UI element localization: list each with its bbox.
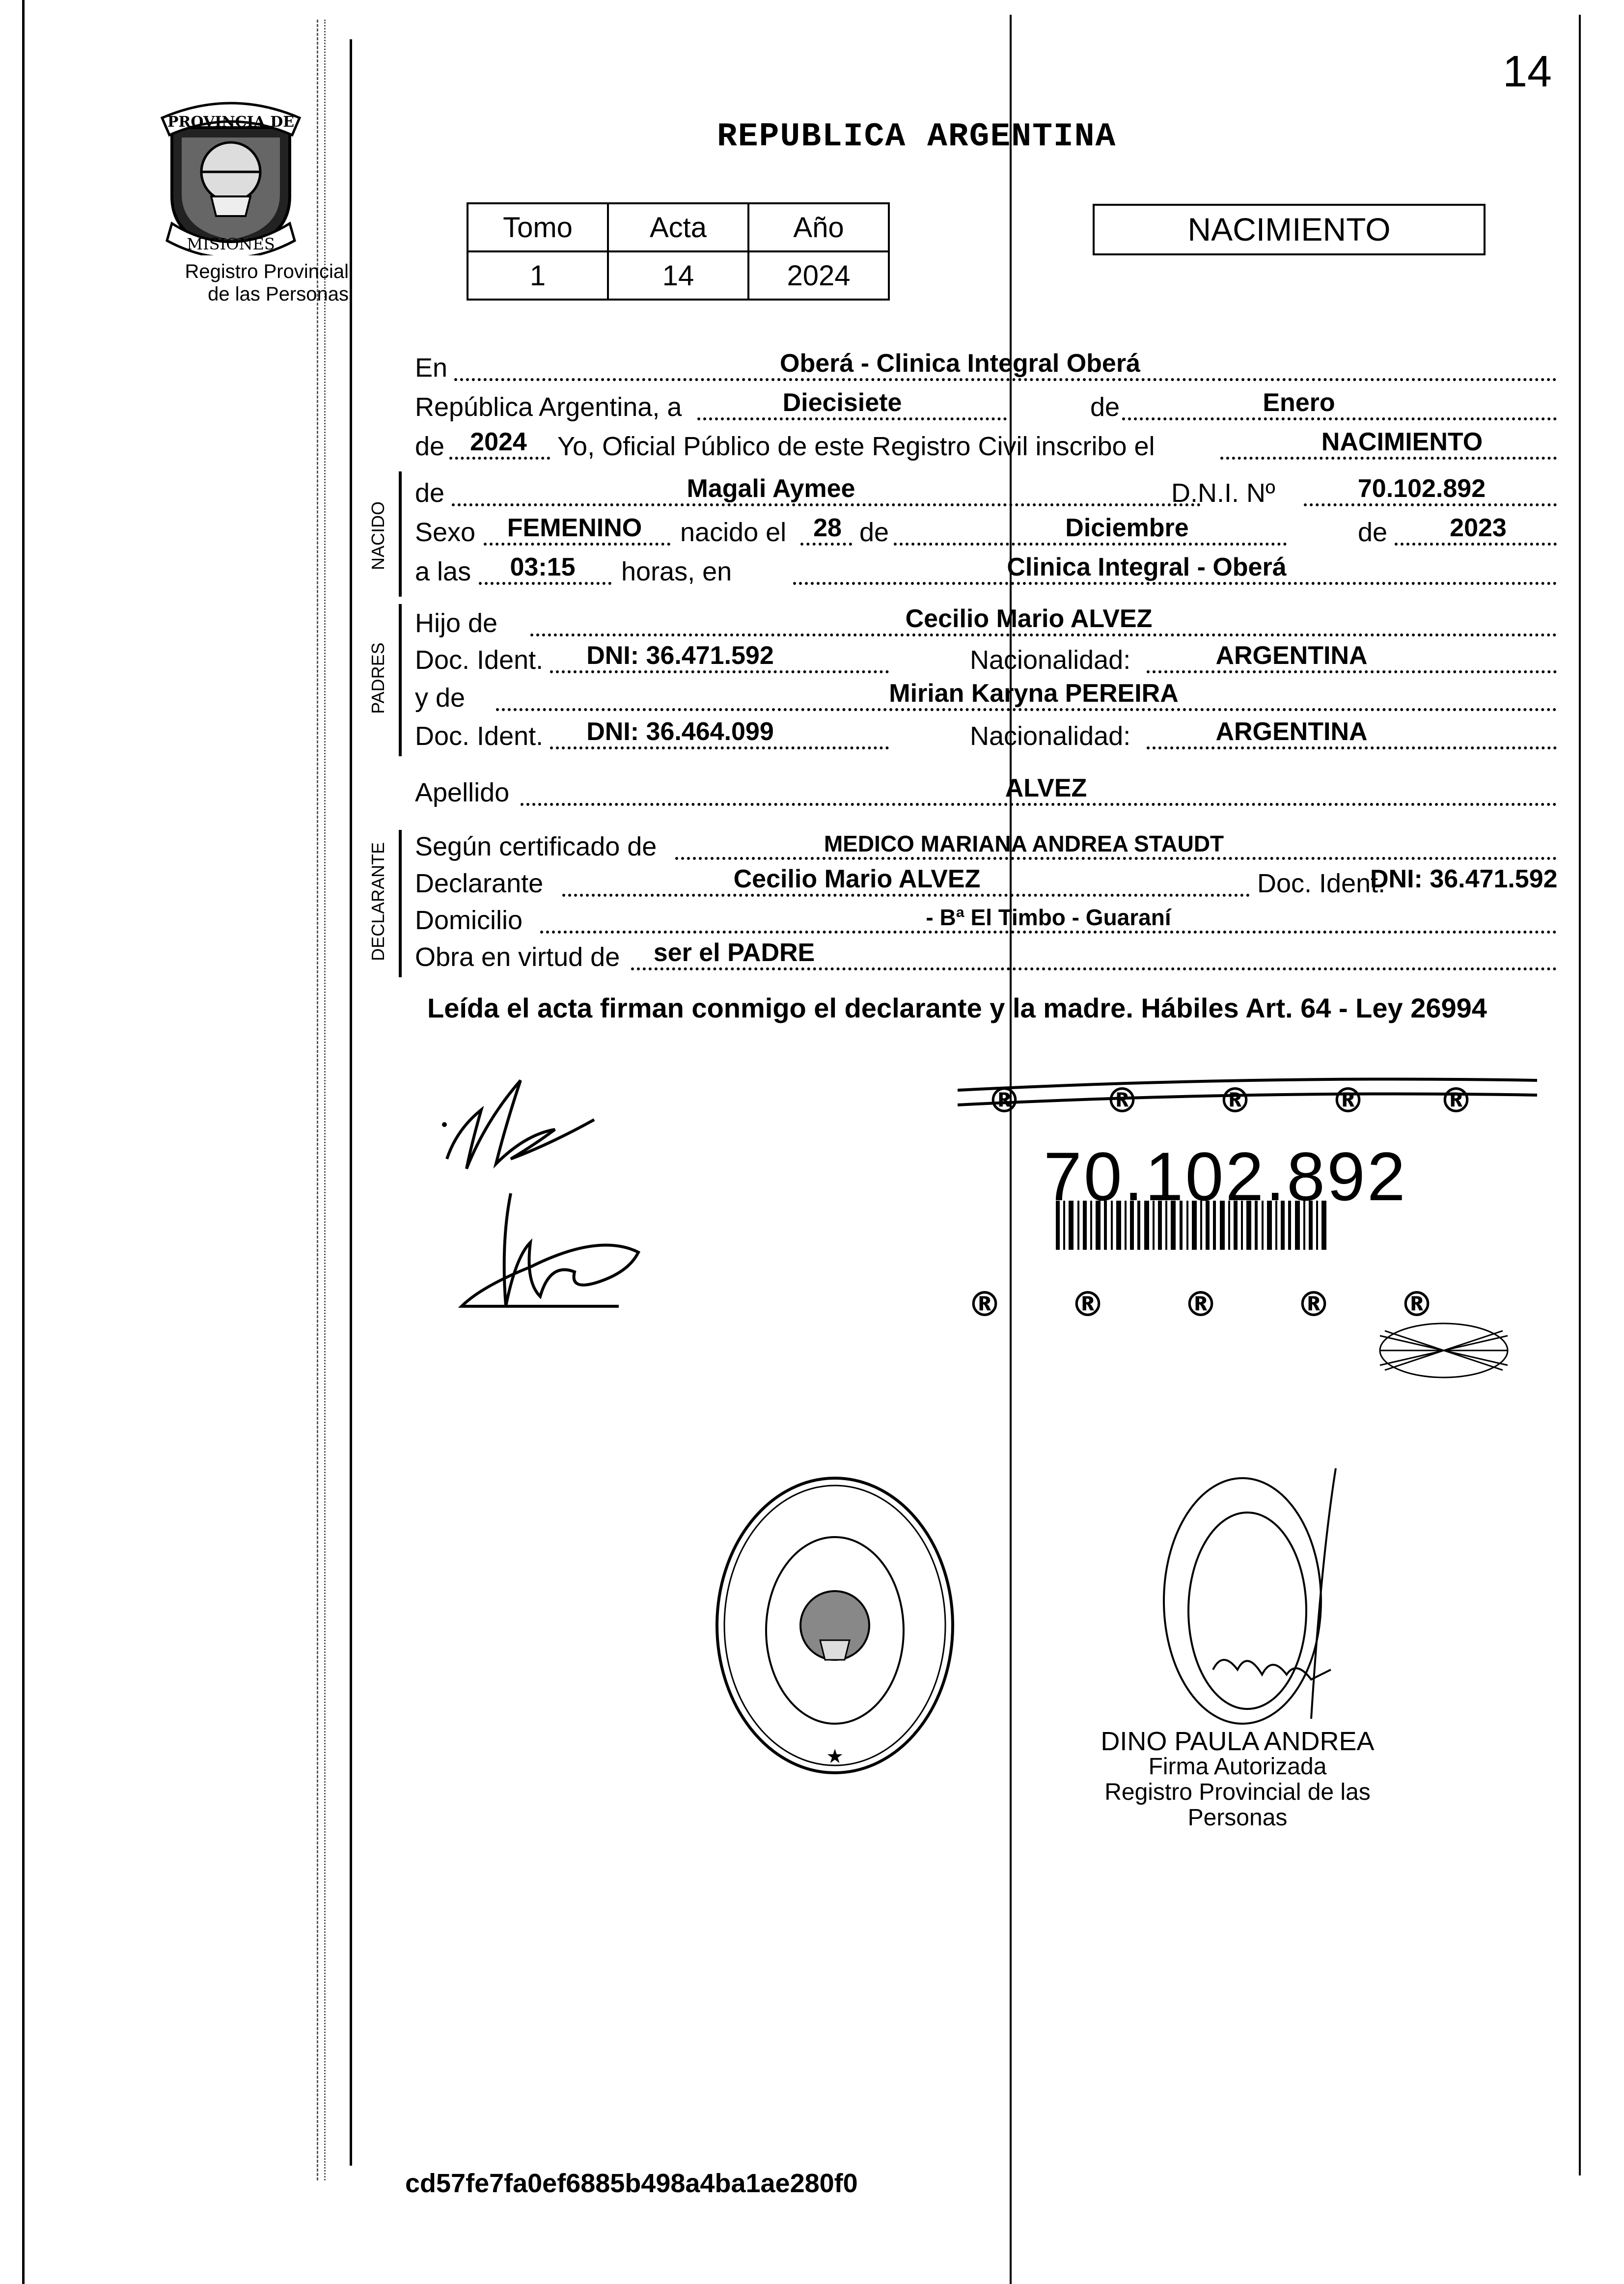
section-label-parents: PADRES (368, 642, 388, 714)
dotted-line (894, 543, 1287, 546)
section-bar-parents (399, 604, 402, 756)
svg-text:®: ® (987, 1080, 1021, 1121)
authority-title: Firma Autorizada (1148, 1754, 1327, 1780)
mother-nationality: ARGENTINA (1215, 717, 1368, 746)
dni-label: D.N.I. Nº (1171, 478, 1275, 508)
year-row (415, 427, 1557, 467)
child-name-row (415, 474, 1557, 513)
father-doc: DNI: 36.471.592 (586, 641, 774, 670)
legal-notice: Leída el acta firman conmigo el declarante y la madre. Hábiles Art. 64 - Ley 26994 (427, 992, 1487, 1023)
anio-value: 2024 (748, 251, 889, 300)
birth-day: 28 (813, 514, 842, 542)
tomo-value: 1 (468, 251, 608, 300)
child-sex-row (415, 513, 1557, 552)
capacity-row (415, 938, 1557, 977)
acta-header: Acta (608, 203, 748, 251)
father-row (415, 604, 1557, 643)
child-dni: 70.102.892 (1357, 474, 1486, 503)
birth-month: Diciembre (1065, 514, 1189, 542)
mother-signature (452, 1183, 658, 1333)
dotted-line (454, 378, 1557, 381)
dotted-line (449, 457, 550, 460)
section-bar-declarant (399, 830, 402, 977)
doc-label: Doc. Ident. (415, 721, 544, 751)
dotted-line (452, 503, 1201, 506)
left-margin-line (22, 0, 25, 2284)
dotted-line (1147, 670, 1557, 673)
dotted-line (793, 582, 1557, 585)
dotted-line (1304, 503, 1557, 506)
section-bar-born (399, 471, 402, 597)
svg-text:®: ® (1296, 1284, 1331, 1324)
day-value: Diecisiete (782, 388, 902, 417)
registry-line-1: Registro Provincial (185, 261, 349, 282)
dotted-line (1395, 543, 1557, 546)
dotted-line (562, 894, 1250, 897)
registry-label (138, 260, 349, 305)
dotted-line (530, 633, 1557, 636)
nationality-label: Nacionalidad: (970, 721, 1131, 751)
place-row (415, 349, 1557, 388)
dotted-line (675, 857, 1557, 860)
address-label: Domicilio (415, 906, 523, 935)
born-label: nacido el (680, 518, 787, 547)
registry-line-2: de las Personas (208, 283, 349, 305)
certificate-value: MEDICO MARIANA ANDREA STAUDT (824, 831, 1224, 856)
svg-text:®: ® (1400, 1284, 1434, 1324)
svg-text:PROVINCIA DE: PROVINCIA DE (167, 113, 295, 131)
surname-value: ALVEZ (1005, 774, 1087, 802)
de-label: de (415, 478, 445, 508)
de-label: de (1090, 392, 1120, 422)
svg-text:®: ® (1105, 1080, 1139, 1121)
place-value: Oberá - Clinica Integral Oberá (780, 349, 1140, 378)
doc-label: Doc. Ident. (415, 645, 544, 675)
authority-block (1075, 1729, 1400, 1831)
father-doc-row (415, 641, 1557, 680)
date-label: República Argentina, a (415, 392, 682, 422)
father-label: Hijo de (415, 608, 498, 638)
sex-label: Sexo (415, 518, 476, 547)
stamp-number: 70.102.892 (1044, 1138, 1407, 1215)
record-table (467, 202, 890, 301)
capacity-value: ser el PADRE (653, 938, 815, 967)
record-type-box: NACIMIENTO (1093, 204, 1486, 255)
father-name: Cecilio Mario ALVEZ (905, 605, 1153, 633)
child-name: Magali Aymee (687, 474, 855, 503)
section-label-born: NACIDO (368, 501, 388, 571)
svg-text:®: ® (1184, 1284, 1218, 1324)
official-seal (707, 1468, 963, 1785)
authority-signature (1125, 1463, 1400, 1741)
de-label: de (1358, 518, 1388, 547)
mother-row (415, 679, 1557, 718)
authority-name: DINO PAULA ANDREA (1101, 1727, 1375, 1756)
dotted-line (496, 708, 1557, 711)
svg-text:★: ★ (826, 1745, 844, 1768)
perforation-line-2 (324, 20, 326, 2180)
certificate-row (415, 827, 1557, 867)
section-label-declarant: DECLARANTE (368, 842, 388, 962)
anio-header: Año (748, 203, 889, 251)
svg-text:®: ® (1218, 1080, 1252, 1121)
nationality-label: Nacionalidad: (970, 645, 1131, 675)
declarant-signature (437, 1061, 614, 1191)
date-row (415, 388, 1557, 427)
declarant-label: Declarante (415, 869, 544, 898)
dotted-line (550, 746, 889, 749)
dotted-line (1122, 417, 1557, 420)
de-label: de (859, 518, 889, 547)
dotted-line (1220, 457, 1557, 460)
year-value: 2024 (470, 428, 527, 456)
surname-label: Apellido (415, 778, 510, 807)
birth-place: Clinica Integral - Oberá (1007, 553, 1287, 581)
page-number: 14 (1503, 47, 1552, 96)
doc-label: Doc. Ident. (1257, 869, 1386, 898)
declarant-doc: DNI: 36.471.592 (1370, 865, 1558, 893)
declarant-name: Cecilio Mario ALVEZ (733, 865, 981, 893)
dotted-line (697, 417, 1007, 420)
surname-row (415, 773, 1557, 813)
event-value: NACIMIENTO (1321, 428, 1483, 456)
svg-text:®: ® (1331, 1080, 1365, 1121)
mother-name: Mirian Karyna PEREIRA (889, 679, 1179, 708)
svg-text:®: ® (1071, 1284, 1105, 1324)
dotted-line (540, 931, 1557, 934)
father-nationality: ARGENTINA (1215, 641, 1368, 670)
birth-year: 2023 (1450, 514, 1507, 542)
security-stamp (958, 1071, 1547, 1397)
de-label: de (415, 432, 445, 461)
mother-label: y de (415, 683, 466, 713)
dotted-line (521, 803, 1557, 806)
address-value: - Bª El Timbo - Guaraní (926, 905, 1171, 930)
declarant-row (415, 864, 1557, 904)
province-logo (152, 98, 309, 258)
sex-value: FEMENINO (507, 514, 642, 542)
certificate-label: Según certificado de (415, 832, 657, 861)
dotted-line (1147, 746, 1557, 749)
page-border-left (350, 39, 352, 2166)
tomo-header: Tomo (468, 203, 608, 251)
mother-doc-row (415, 717, 1557, 756)
document-hash: cd57fe7fa0ef6885b498a4ba1ae280f0 (405, 2169, 858, 2198)
month-value: Enero (1263, 388, 1335, 417)
authority-org: Registro Provincial de las Personas (1104, 1779, 1371, 1831)
officer-text: Yo, Oficial Público de este Registro Civil inscribo el (557, 432, 1155, 461)
perforation-line (317, 20, 318, 2180)
time-label: a las (415, 557, 471, 586)
place-label: En (415, 353, 448, 383)
dotted-line (631, 967, 1557, 970)
child-time-row (415, 552, 1557, 592)
birth-time: 03:15 (510, 553, 576, 581)
page-border-right (1579, 15, 1581, 2175)
address-row (415, 901, 1557, 940)
svg-text:®: ® (1439, 1080, 1473, 1121)
dotted-line (479, 582, 611, 585)
dotted-line (800, 543, 852, 546)
dotted-line (550, 670, 889, 673)
dotted-line (484, 543, 670, 546)
svg-text:®: ® (967, 1284, 1002, 1324)
mother-doc: DNI: 36.464.099 (586, 717, 774, 746)
hours-label: horas, en (621, 557, 732, 586)
svg-text:MISIONES: MISIONES (187, 235, 275, 253)
acta-value: 14 (608, 251, 748, 300)
page-title: REPUBLICA ARGENTINA (717, 118, 1117, 156)
capacity-label: Obra en virtud de (415, 942, 620, 972)
